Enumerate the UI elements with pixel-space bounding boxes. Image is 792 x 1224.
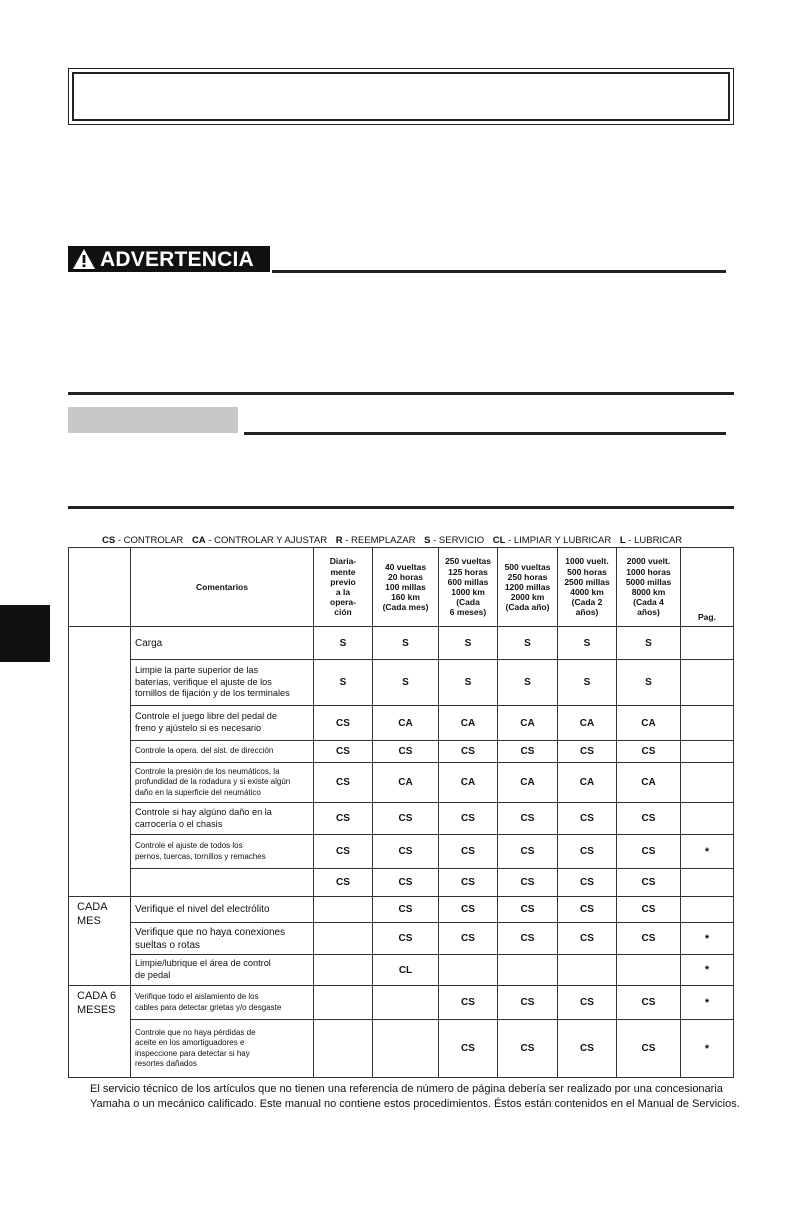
- warning-rule: [272, 270, 726, 273]
- interval-value-cell: [314, 923, 373, 955]
- interval-value-cell: CS: [373, 803, 439, 835]
- interval-value-cell: CS: [439, 869, 498, 897]
- interval-value-cell: S: [439, 627, 498, 660]
- comment-cell: Carga: [131, 627, 314, 660]
- page-ref-cell: *: [681, 986, 734, 1020]
- page-header: Pag.: [681, 548, 734, 627]
- page-ref-cell: [681, 660, 734, 706]
- interval-value-cell: CA: [558, 763, 617, 803]
- warning-label: ADVERTENCIA: [100, 247, 254, 271]
- page-ref-cell: *: [681, 1020, 734, 1078]
- interval-value-cell: [617, 955, 681, 986]
- interval-value-cell: CS: [558, 986, 617, 1020]
- interval-value-cell: [439, 955, 498, 986]
- interval-value-cell: CS: [558, 835, 617, 869]
- interval-value-cell: CA: [558, 706, 617, 741]
- section-divider: [68, 506, 734, 509]
- interval-value-cell: CA: [439, 763, 498, 803]
- interval-value-cell: CS: [617, 986, 681, 1020]
- interval-value-cell: CS: [498, 897, 558, 923]
- page-ref-cell: [681, 897, 734, 923]
- table-row: [69, 706, 734, 741]
- interval-value-cell: S: [498, 660, 558, 706]
- interval-value-cell: [373, 1020, 439, 1078]
- interval-value-cell: CA: [617, 763, 681, 803]
- interval-value-cell: CS: [439, 986, 498, 1020]
- interval-value-cell: CS: [439, 897, 498, 923]
- comment-cell: Controle si hay algúno daño en la carrocería o el chasis: [131, 803, 314, 835]
- page-ref-cell: [681, 741, 734, 763]
- page-ref-cell: [681, 627, 734, 660]
- interval-value-cell: CS: [439, 923, 498, 955]
- interval-value-cell: [314, 897, 373, 923]
- interval-value-cell: S: [314, 627, 373, 660]
- interval-value-cell: S: [617, 627, 681, 660]
- table-row: [69, 741, 734, 763]
- interval-value-cell: S: [373, 660, 439, 706]
- interval-value-cell: CS: [439, 741, 498, 763]
- section-divider: [68, 392, 734, 395]
- interval-value-cell: CS: [617, 897, 681, 923]
- interval-value-cell: CS: [558, 897, 617, 923]
- interval-value-cell: S: [314, 660, 373, 706]
- interval-value-cell: CA: [498, 763, 558, 803]
- table-row: [69, 869, 734, 897]
- interval-header: 1000 vuelt. 500 horas 2500 millas 4000 km (Cada 2 años): [558, 548, 617, 627]
- interval-value-cell: [558, 955, 617, 986]
- interval-value-cell: CS: [558, 741, 617, 763]
- interval-value-cell: CA: [498, 706, 558, 741]
- interval-value-cell: CS: [373, 923, 439, 955]
- corner-header: [69, 548, 131, 627]
- table-row: [69, 763, 734, 803]
- comment-cell: Verifique el nivel del electrólito: [131, 897, 314, 923]
- interval-value-cell: CS: [439, 1020, 498, 1078]
- maintenance-table: [68, 547, 734, 1078]
- warning-triangle-icon: [72, 248, 96, 270]
- comment-cell: Controle la opera. del sist. de dirección: [131, 741, 314, 763]
- interval-value-cell: [498, 955, 558, 986]
- page-ref-cell: [681, 763, 734, 803]
- interval-value-cell: CS: [617, 835, 681, 869]
- interval-value-cell: [314, 955, 373, 986]
- interval-value-cell: CS: [498, 986, 558, 1020]
- interval-value-cell: CS: [439, 803, 498, 835]
- table-row: [69, 835, 734, 869]
- interval-header: 500 vueltas 250 horas 1200 millas 2000 km (Cada año): [498, 548, 558, 627]
- interval-value-cell: CS: [373, 869, 439, 897]
- interval-value-cell: S: [498, 627, 558, 660]
- table-row: [69, 955, 734, 986]
- table-row: [69, 897, 734, 923]
- comment-cell: Controle el ajuste de todos los pernos, tuercas, tornillos y remaches: [131, 835, 314, 869]
- category-cell: [69, 627, 131, 897]
- page-ref-cell: *: [681, 923, 734, 955]
- interval-value-cell: CS: [498, 869, 558, 897]
- interval-header: 2000 vuelt. 1000 horas 5000 millas 8000 km (Cada 4 años): [617, 548, 681, 627]
- table-row: [69, 803, 734, 835]
- interval-value-cell: CS: [498, 741, 558, 763]
- table-row: [69, 660, 734, 706]
- legend: CS - CONTROLAR CA - CONTROLAR Y AJUSTAR R - REEMPLAZAR S - SERVICIO CL - LIMPIAR Y LUBRICAR L - LUBRICAR: [102, 535, 683, 546]
- table-row: [69, 986, 734, 1020]
- comment-cell: Limpie la parte superior de las baterías, verifique el ajuste de los tornillos de fijación y de los terminales: [131, 660, 314, 706]
- interval-value-cell: CS: [558, 923, 617, 955]
- table-row: [69, 627, 734, 660]
- table-row: [69, 1020, 734, 1078]
- note-rule: [244, 432, 726, 435]
- interval-header: 250 vueltas 125 horas 600 millas 1000 km (Cada 6 meses): [439, 548, 498, 627]
- warning-banner: [68, 246, 270, 272]
- interval-value-cell: S: [439, 660, 498, 706]
- interval-value-cell: CS: [373, 741, 439, 763]
- interval-value-cell: CS: [439, 835, 498, 869]
- interval-value-cell: CS: [617, 803, 681, 835]
- interval-value-cell: [314, 986, 373, 1020]
- category-cell: CADA MES: [69, 897, 131, 986]
- interval-header: Diaria- mente previo a la opera- ción: [314, 548, 373, 627]
- interval-header: 40 vueltas 20 horas 100 millas 160 km (Cada mes): [373, 548, 439, 627]
- interval-value-cell: CS: [314, 741, 373, 763]
- interval-value-cell: CS: [314, 869, 373, 897]
- interval-value-cell: [373, 986, 439, 1020]
- interval-value-cell: CS: [314, 803, 373, 835]
- comments-header: Comentarios: [131, 548, 314, 627]
- table-row: [69, 923, 734, 955]
- interval-value-cell: S: [617, 660, 681, 706]
- interval-value-cell: CS: [558, 1020, 617, 1078]
- page-ref-cell: *: [681, 835, 734, 869]
- interval-value-cell: CS: [617, 741, 681, 763]
- interval-value-cell: CA: [373, 706, 439, 741]
- page-ref-cell: [681, 869, 734, 897]
- interval-value-cell: CS: [498, 1020, 558, 1078]
- note-tab: [68, 407, 238, 433]
- interval-value-cell: CS: [498, 923, 558, 955]
- interval-value-cell: CS: [314, 835, 373, 869]
- interval-value-cell: CS: [314, 763, 373, 803]
- page-ref-cell: [681, 803, 734, 835]
- header-box: [68, 68, 734, 125]
- interval-value-cell: CS: [617, 1020, 681, 1078]
- interval-value-cell: CS: [617, 869, 681, 897]
- interval-value-cell: CA: [439, 706, 498, 741]
- interval-value-cell: CS: [617, 923, 681, 955]
- interval-value-cell: CA: [373, 763, 439, 803]
- interval-value-cell: S: [558, 660, 617, 706]
- interval-value-cell: CS: [373, 897, 439, 923]
- interval-value-cell: CS: [558, 869, 617, 897]
- page-ref-cell: [681, 706, 734, 741]
- interval-value-cell: CA: [617, 706, 681, 741]
- interval-value-cell: CS: [373, 835, 439, 869]
- chapter-tab: [0, 605, 50, 662]
- comment-cell: Controle el juego libre del pedal de freno y ajústelo si es necesario: [131, 706, 314, 741]
- interval-value-cell: S: [373, 627, 439, 660]
- interval-value-cell: CS: [498, 835, 558, 869]
- category-cell: CADA 6 MESES: [69, 986, 131, 1078]
- interval-value-cell: CS: [558, 803, 617, 835]
- page-ref-cell: *: [681, 955, 734, 986]
- comment-cell: Controle que no haya pérdidas de aceite en los amortiguadores e inspeccione para detectar si hay resortes dañados: [131, 1020, 314, 1078]
- interval-value-cell: CS: [498, 803, 558, 835]
- footnote: El servicio técnico de los artículos que no tienen una referencia de número de página debería ser realizado por una concesionaria Yamaha o un mecánico calificado. Este manual no contiene estos procedimientos. Éstos están contenidos en el Manual de Servicios.: [90, 1083, 740, 1110]
- interval-value-cell: CL: [373, 955, 439, 986]
- comment-cell: [131, 869, 314, 897]
- comment-cell: Verifique que no haya conexiones sueltas o rotas: [131, 923, 314, 955]
- interval-value-cell: S: [558, 627, 617, 660]
- interval-value-cell: CS: [314, 706, 373, 741]
- interval-value-cell: [314, 1020, 373, 1078]
- comment-cell: Limpie/lubrique el área de control de pedal: [131, 955, 314, 986]
- comment-cell: Controle la presión de los neumáticos, la profundidad de la rodadura y si existe algún daño en la superficie del neumático: [131, 763, 314, 803]
- comment-cell: Verifique todo el aislamiento de los cables para detectar grietas y/o desgaste: [131, 986, 314, 1020]
